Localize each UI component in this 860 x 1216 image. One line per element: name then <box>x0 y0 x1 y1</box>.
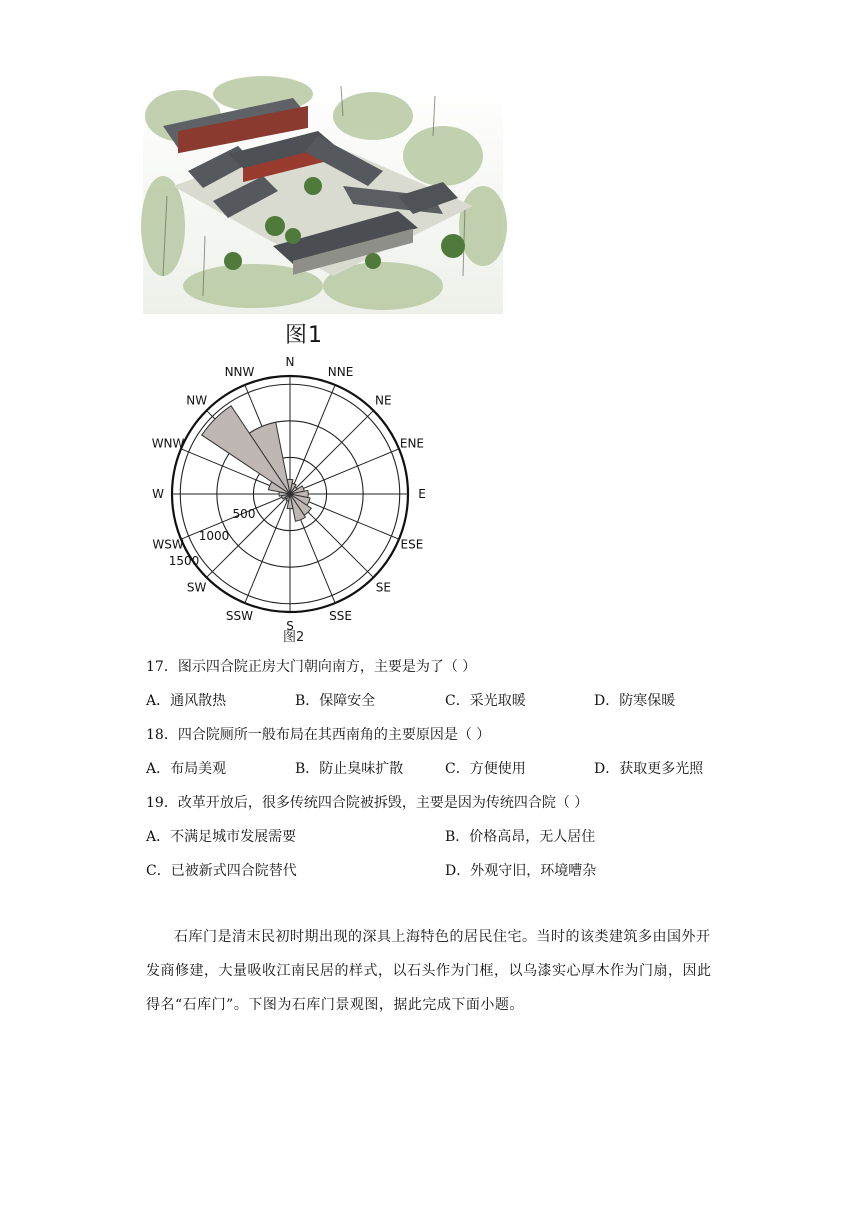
figure1-caption: 图1 <box>285 323 323 348</box>
wind-rose-chart <box>140 355 440 638</box>
q18-option-d: D．获取更多光照 <box>594 761 704 777</box>
q17-option-b: B．保障安全 <box>295 693 376 709</box>
wind-rose-bars <box>202 406 311 521</box>
q19-option-a: A．不满足城市发展需要 <box>146 829 297 845</box>
question-19-stem: 19．改革开放后，很多传统四合院被拆毁，主要是因为传统四合院（ ） <box>146 795 589 811</box>
question-18-stem: 18．四合院厕所一般布局在其西南角的主要原因是（ ） <box>146 727 491 743</box>
direction-label: NNE <box>327 365 354 380</box>
direction-label: SSW <box>225 608 254 623</box>
q18-option-a: A．布局美观 <box>146 761 227 777</box>
q19-option-b: B．价格高昂，无人居住 <box>445 829 596 845</box>
question-17-stem: 17．图示四合院正房大门朝向南方，主要是为了（ ） <box>146 659 477 675</box>
direction-label: S <box>286 619 294 633</box>
direction-label: SE <box>375 580 391 595</box>
direction-label: WSW <box>152 537 184 552</box>
siheyuan-illustration <box>143 76 503 314</box>
figure2-caption: 图2 <box>283 630 305 645</box>
direction-label: SSE <box>329 608 352 623</box>
q17-option-a: A．通风散热 <box>146 693 227 709</box>
q19-option-d: D．外观守旧，环境嘈杂 <box>445 863 597 879</box>
direction-label: ESE <box>400 537 424 552</box>
direction-label: WNW <box>151 436 185 451</box>
direction-label: NE <box>375 393 392 408</box>
direction-label: W <box>152 487 164 501</box>
shikumen-passage: 石库门是清末民初时期出现的深具上海特色的居民住宅。当时的该类建筑多由国外开发商修建，大量吸收江南民居的样式，以石头作为门框，以乌漆实心厚木作为门扇，因此得名“石库门”。下图为石库门景观图，据此完成下面小题。 <box>146 929 712 1013</box>
ring-label: 1500 <box>168 554 200 568</box>
direction-label: NW <box>186 393 208 408</box>
q19-option-c: C．已被新式四合院替代 <box>146 863 297 879</box>
ring-label: 500 <box>232 507 256 521</box>
direction-label: SW <box>186 580 207 595</box>
q18-option-c: C．方便使用 <box>445 761 526 777</box>
direction-label: NNW <box>224 365 255 380</box>
direction-label: E <box>418 487 426 501</box>
q18-option-b: B．防止臭味扩散 <box>295 761 404 777</box>
direction-label: ENE <box>399 436 425 451</box>
q17-option-d: D．防寒保暖 <box>594 693 676 709</box>
direction-label: N <box>285 355 295 369</box>
rose-spoke <box>290 411 373 494</box>
ring-label: 1000 <box>198 529 230 543</box>
q17-option-c: C．采光取暖 <box>445 693 526 709</box>
